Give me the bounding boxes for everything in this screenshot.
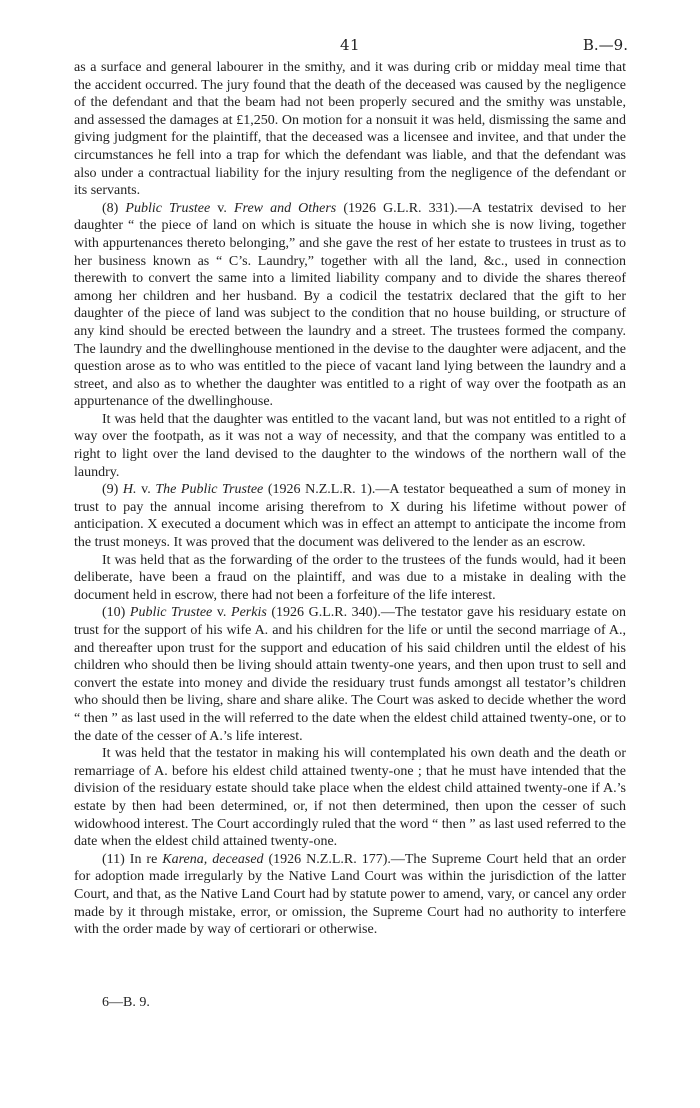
- paragraph-case-8: [74, 200, 626, 411]
- signature-mark: 6—B. 9.: [102, 995, 150, 1010]
- page-number: 41: [339, 36, 361, 54]
- case-text: (1926 N.Z.L.R. 177).—The Supreme Court held that an order for adoption made irregularly by the Native Land Court was within the jurisdiction of the latter Court, and that, as the Native Land Court had by statute power to amend, vary, or cancel any order made by it through mistake, error, or omission, the Supreme Court had no authority to interfere with the order made by way of certiorari or otherwise.: [74, 851, 626, 938]
- case-text: (1926 N.Z.L.R. 1).—A testator bequeathed a sum of money in trust to pay the annual income arising therefrom to X during his lifetime without power of anticipation. X executed a document which was in effect an attempt to anticipate the income from the trust moneys. It was proved that the document was delivered to the lender as an escrow.: [74, 482, 627, 551]
- case-versus: v.: [212, 605, 232, 621]
- case-versus: v.: [136, 482, 156, 498]
- case-number: (9): [102, 482, 123, 498]
- paragraph: It was held that the testator in making his will contemplated his own death and the death or remarriage of A. before his eldest child attained twenty-one ; that he must have intended that the division of the residuary estate should take place when the eldest child attained twenty-one if A.’s estate by then had been determined, or, if not then determined, then upon the cesser of such widowhood interest. The Court accordingly ruled that the word “ then ” as last used referred to the date when the eldest child attained twenty-one.: [74, 746, 626, 850]
- case-party: Perkis: [231, 605, 267, 621]
- case-number: (11) In re: [102, 851, 163, 867]
- case-party: H.: [122, 482, 137, 498]
- page-reference: B.—9.: [582, 36, 628, 54]
- paragraph-case-10: [74, 604, 626, 745]
- paragraph-case-9: [74, 481, 626, 551]
- case-number: (10): [102, 605, 130, 621]
- body-text: [74, 59, 626, 939]
- case-party: Public Trustee: [125, 200, 211, 216]
- paragraph: It was held that as the forwarding of the order to the trustees of the funds would, had it been deliberate, have been a fraud on the plaintiff, and was due to a mistake in dealing with the document held in escrow, there had not been a forfeiture of the life interest.: [74, 552, 626, 603]
- case-number: (8): [102, 200, 126, 216]
- case-party: Public Trustee: [129, 605, 213, 621]
- case-text: (1926 G.L.R. 340).—The testator gave his residuary estate on trust for the support of his wife A. and his children for the life or until the second marriage of A., and thereafter upon trust for the support and education of his said children until the eldest of his children who should then be living should attain twenty-one years, and then upon trust to sell and convert the estate into money and divide the residuary trust funds amongst all testator’s children who should then be living, share and share alike. The Court was asked to decide whether the word “ then ” as last used in the will referred to the date when the eldest child attained twenty-one, or to the date of the cesser of A.’s life interest.: [74, 605, 626, 744]
- case-party: Karena, deceased: [162, 851, 264, 867]
- paragraph: as a surface and general labourer in the smithy, and it was during crib or midday meal time that the accident occurred. The jury found that the death of the deceased was caused by the negligence of the defendant and that the beam had not been properly secured and the smithy was unstable, and assessed the damages at £1,250. On motion for a nonsuit it was held, dismissing the same and giving judgment for the plaintiff, that the deceased was a licensee and invitee, and that under the circumstances he fell into a trap for which the defendant was liable, and that the defendant was also under a contractual liability for the injury resulting from the negligence of the defendant or its servants.: [74, 60, 626, 199]
- paragraph-case-11: [74, 851, 626, 939]
- paragraph: It was held that the daughter was entitled to the vacant land, but was not entitled to a right of way over the footpath, as it was not a way of necessity, and that the company was entitled to a right to light over the land devised to the daughter to the windows of the northern wall of the laundry.: [74, 411, 626, 480]
- case-party: The Public Trustee: [155, 482, 264, 498]
- case-versus: v.: [210, 200, 234, 216]
- case-text: (1926 G.L.R. 331).—A testatrix devised to her daughter “ the piece of land on which is situate the house in which she is now living, together with appurtenances thereto belonging,” and she gave the rest of her estate to trustees in trust as to her business known as “ C’s. Laundry,” together with all the land, &c., used in connection therewith to convert the same into a limited liability company and to divide the shares thereof among her children and her husband. By a codicil the testatrix declared that the gift to her daughter of the piece of land was subject to the condition that no house building, or structure of any kind should be erected between the laundry and a street. The trustees formed the company. The laundry and the dwellinghouse mentioned in the devise to the daughter were adjacent, and the question arose as to who was entitled to the piece of vacant land lying between the laundry and a street, and also as to whether the daughter was entitled to a right of way over the footpath as an appurtenance of the dwellinghouse.: [74, 200, 626, 410]
- case-party: Frew and Others: [233, 200, 337, 216]
